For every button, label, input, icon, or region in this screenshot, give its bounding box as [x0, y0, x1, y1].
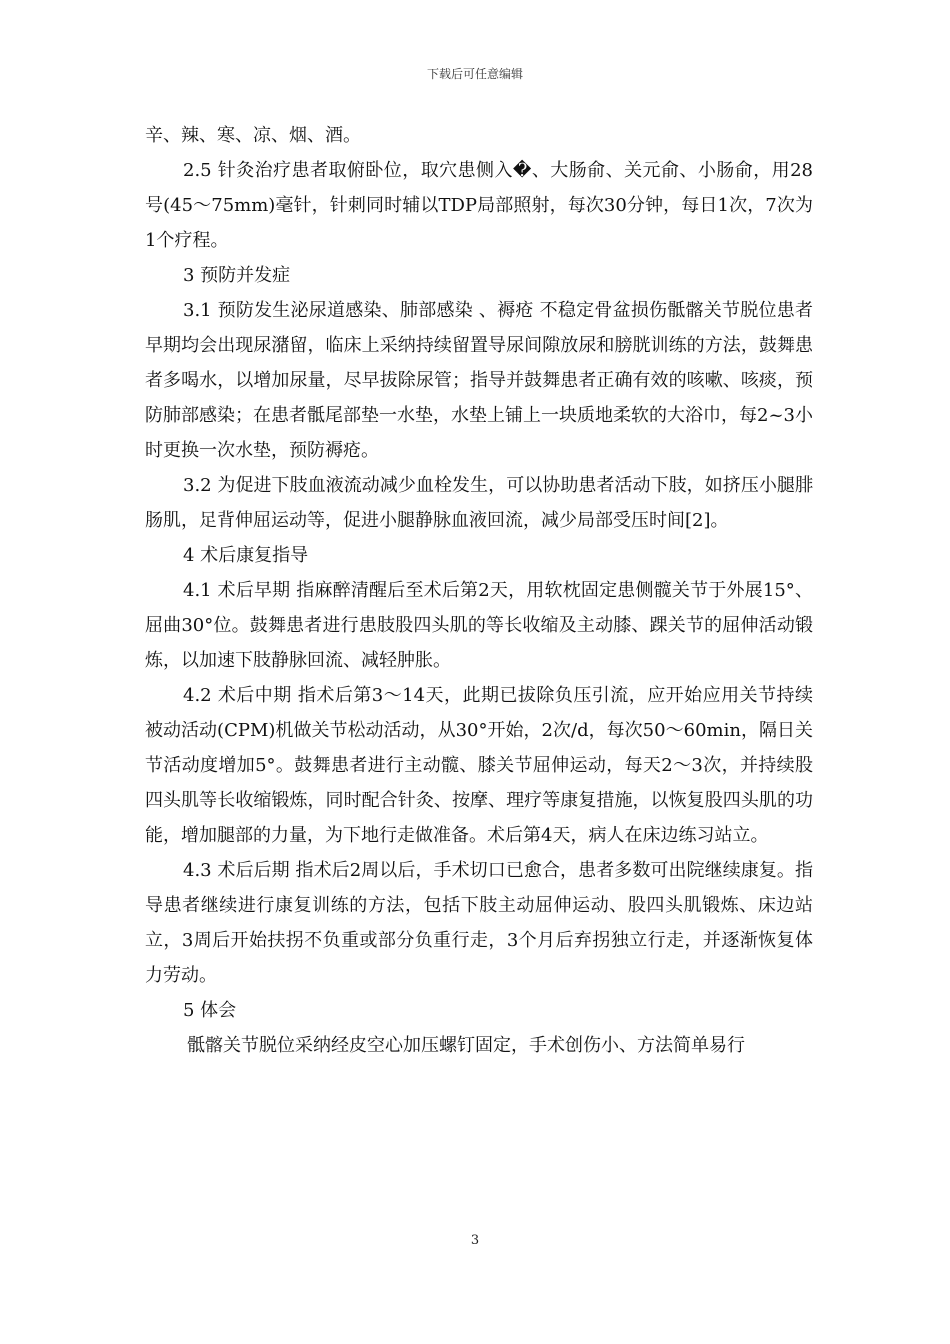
- paragraph-3-2-thrombosis-prevention: 3.2 为促进下肢血液流动减少血栓发生，可以协助患者活动下肢，如挤压小腿腓肠肌，足背伸屈运动等，促进小腿静脉血液回流，减少局部受压时间[2]。: [145, 475, 813, 531]
- section-heading-5: 5 体会: [183, 1000, 237, 1021]
- paragraph-diet-restrictions: 辛、辣、寒、凉、烟、酒。: [145, 125, 361, 146]
- section-heading-3: 3 预防并发症: [183, 265, 291, 286]
- paragraph-4-2-middle-stage: 4.2 术后中期 指术后第3～14天，此期已拔除负压引流，应开始应用关节持续被动活动(CPM)机做关节松动活动，从30°开始，2次/d，每次50～60min，隔日关节活动度增加5°。鼓舞患者进行主动髋、膝关节屈伸运动，每天2～3次，并持续股四头肌等长收缩锻炼，同时配合针灸、按摩、理疗等康复措施，以恢复股四头肌的功能，增加腿部的力量，为下地行走做准备。术后第4天，病人在床边练习站立。: [145, 685, 813, 846]
- body-text: [145, 118, 813, 1063]
- paragraph-4-3-late-stage: 4.3 术后后期 指术后2周以后，手术切口已愈合，患者多数可出院继续康复。指导患者继续进行康复训练的方法，包括下肢主动屈伸运动、股四头肌锻炼、床边站立，3周后开始扶拐不负重或部分负重行走，3个月后弃拐独立行走，并逐渐恢复体力劳动。: [145, 860, 813, 986]
- paragraph-experience: 骶髂关节脱位采纳经皮空心加压螺钉固定，手术创伤小、方法简单易行: [187, 1035, 745, 1056]
- paragraph-2-5-acupuncture: 2.5 针灸治疗患者取俯卧位，取穴患侧入�、大肠俞、关元俞、小肠俞，用28号(45～75mm)毫针，针刺同时辅以TDP局部照射，每次30分钟，每日1次，7次为1个疗程。: [145, 160, 813, 251]
- paragraph-4-1-early-stage: 4.1 术后早期 指麻醉清醒后至术后第2天，用软枕固定患侧髋关节于外展15°、屈曲30°位。鼓舞患者进行患肢股四头肌的等长收缩及主动膝、踝关节的屈伸活动锻炼，以加速下肢静脉回流、减轻肿胀。: [145, 580, 813, 671]
- section-heading-4: 4 术后康复指导: [183, 545, 309, 566]
- paragraph-3-1-infection-prevention: 3.1 预防发生泌尿道感染、肺部感染 、褥疮 不稳定骨盆损伤骶髂关节脱位患者早期均会出现尿潴留，临床上采纳持续留置导尿间隙放尿和膀胱训练的方法，鼓舞患者多喝水，以增加尿量，尽早拔除尿管；指导并鼓舞患者正确有效的咳嗽、咳痰，预防肺部感染；在患者骶尾部垫一水垫，水垫上铺上一块质地柔软的大浴巾，每2~3小时更换一次水垫，预防褥疮。: [145, 300, 813, 461]
- page-number: 3: [470, 1233, 480, 1248]
- page-header: 下载后可任意编辑: [426, 67, 523, 81]
